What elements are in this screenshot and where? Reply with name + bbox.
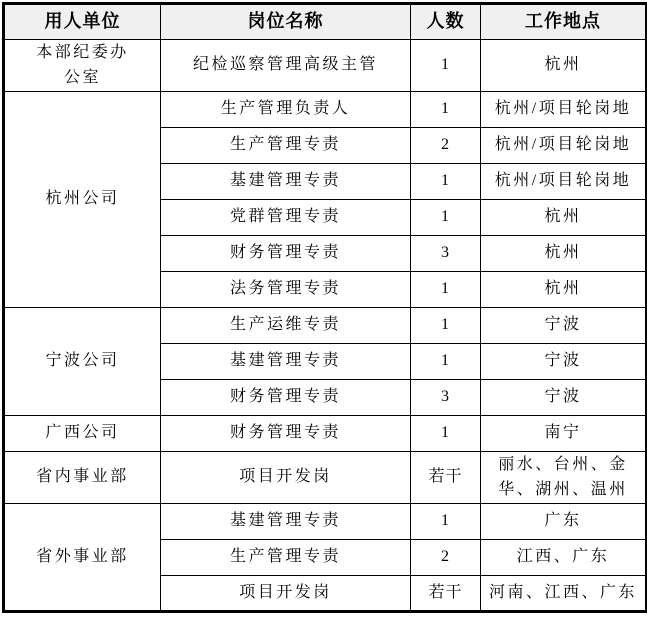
location-cell: 广东 [481,504,647,540]
position-cell: 财务管理专责 [161,236,411,272]
unit-cell: 省外事业部 [4,504,161,612]
location-cell: 杭州/项目轮岗地 [481,92,647,128]
header-row [4,4,647,40]
table-row [4,308,647,344]
header-cell-count: 人数 [411,4,481,40]
position-cell: 生产管理专责 [161,128,411,164]
position-cell: 纪检巡察管理高级主管 [161,40,411,92]
position-cell: 法务管理专责 [161,272,411,308]
position-cell: 项目开发岗 [161,576,411,612]
count-cell: 2 [411,128,481,164]
count-cell: 3 [411,380,481,416]
position-cell: 生产运维专责 [161,308,411,344]
count-cell: 1 [411,92,481,128]
count-cell: 1 [411,164,481,200]
position-cell: 基建管理专责 [161,504,411,540]
location-cell: 杭州 [481,272,647,308]
recruitment-table [2,2,647,613]
location-cell: 杭州 [481,40,647,92]
position-cell: 生产管理专责 [161,540,411,576]
table-row [4,416,647,452]
position-cell: 项目开发岗 [161,452,411,504]
count-cell: 1 [411,200,481,236]
unit-cell: 杭州公司 [4,92,161,308]
count-cell: 2 [411,540,481,576]
location-cell: 南宁 [481,416,647,452]
unit-cell: 省内事业部 [4,452,161,504]
unit-cell: 宁波公司 [4,308,161,416]
location-cell: 丽水、台州、金华、湖州、温州 [481,452,647,504]
count-cell: 1 [411,344,481,380]
location-cell: 宁波 [481,344,647,380]
count-cell: 1 [411,272,481,308]
count-cell: 3 [411,236,481,272]
table-row [4,452,647,504]
header-cell-position: 岗位名称 [161,4,411,40]
location-cell: 宁波 [481,308,647,344]
table-row [4,504,647,540]
position-cell: 党群管理专责 [161,200,411,236]
count-cell: 若干 [411,576,481,612]
header-cell-unit: 用人单位 [4,4,161,40]
count-cell: 1 [411,308,481,344]
position-cell: 生产管理负责人 [161,92,411,128]
position-cell: 基建管理专责 [161,344,411,380]
location-cell: 宁波 [481,380,647,416]
position-cell: 财务管理专责 [161,416,411,452]
location-cell: 杭州 [481,200,647,236]
position-cell: 基建管理专责 [161,164,411,200]
table-row [4,40,647,92]
table-header [4,4,647,40]
location-cell: 杭州/项目轮岗地 [481,128,647,164]
position-cell: 财务管理专责 [161,380,411,416]
location-cell: 杭州/项目轮岗地 [481,164,647,200]
unit-cell: 本部纪委办公室 [4,40,161,92]
count-cell: 1 [411,504,481,540]
count-cell: 若干 [411,452,481,504]
location-cell: 杭州 [481,236,647,272]
header-cell-location: 工作地点 [481,4,647,40]
location-cell: 江西、广东 [481,540,647,576]
count-cell: 1 [411,416,481,452]
count-cell: 1 [411,40,481,92]
table-row [4,92,647,128]
location-cell: 河南、江西、广东 [481,576,647,612]
unit-cell: 广西公司 [4,416,161,452]
